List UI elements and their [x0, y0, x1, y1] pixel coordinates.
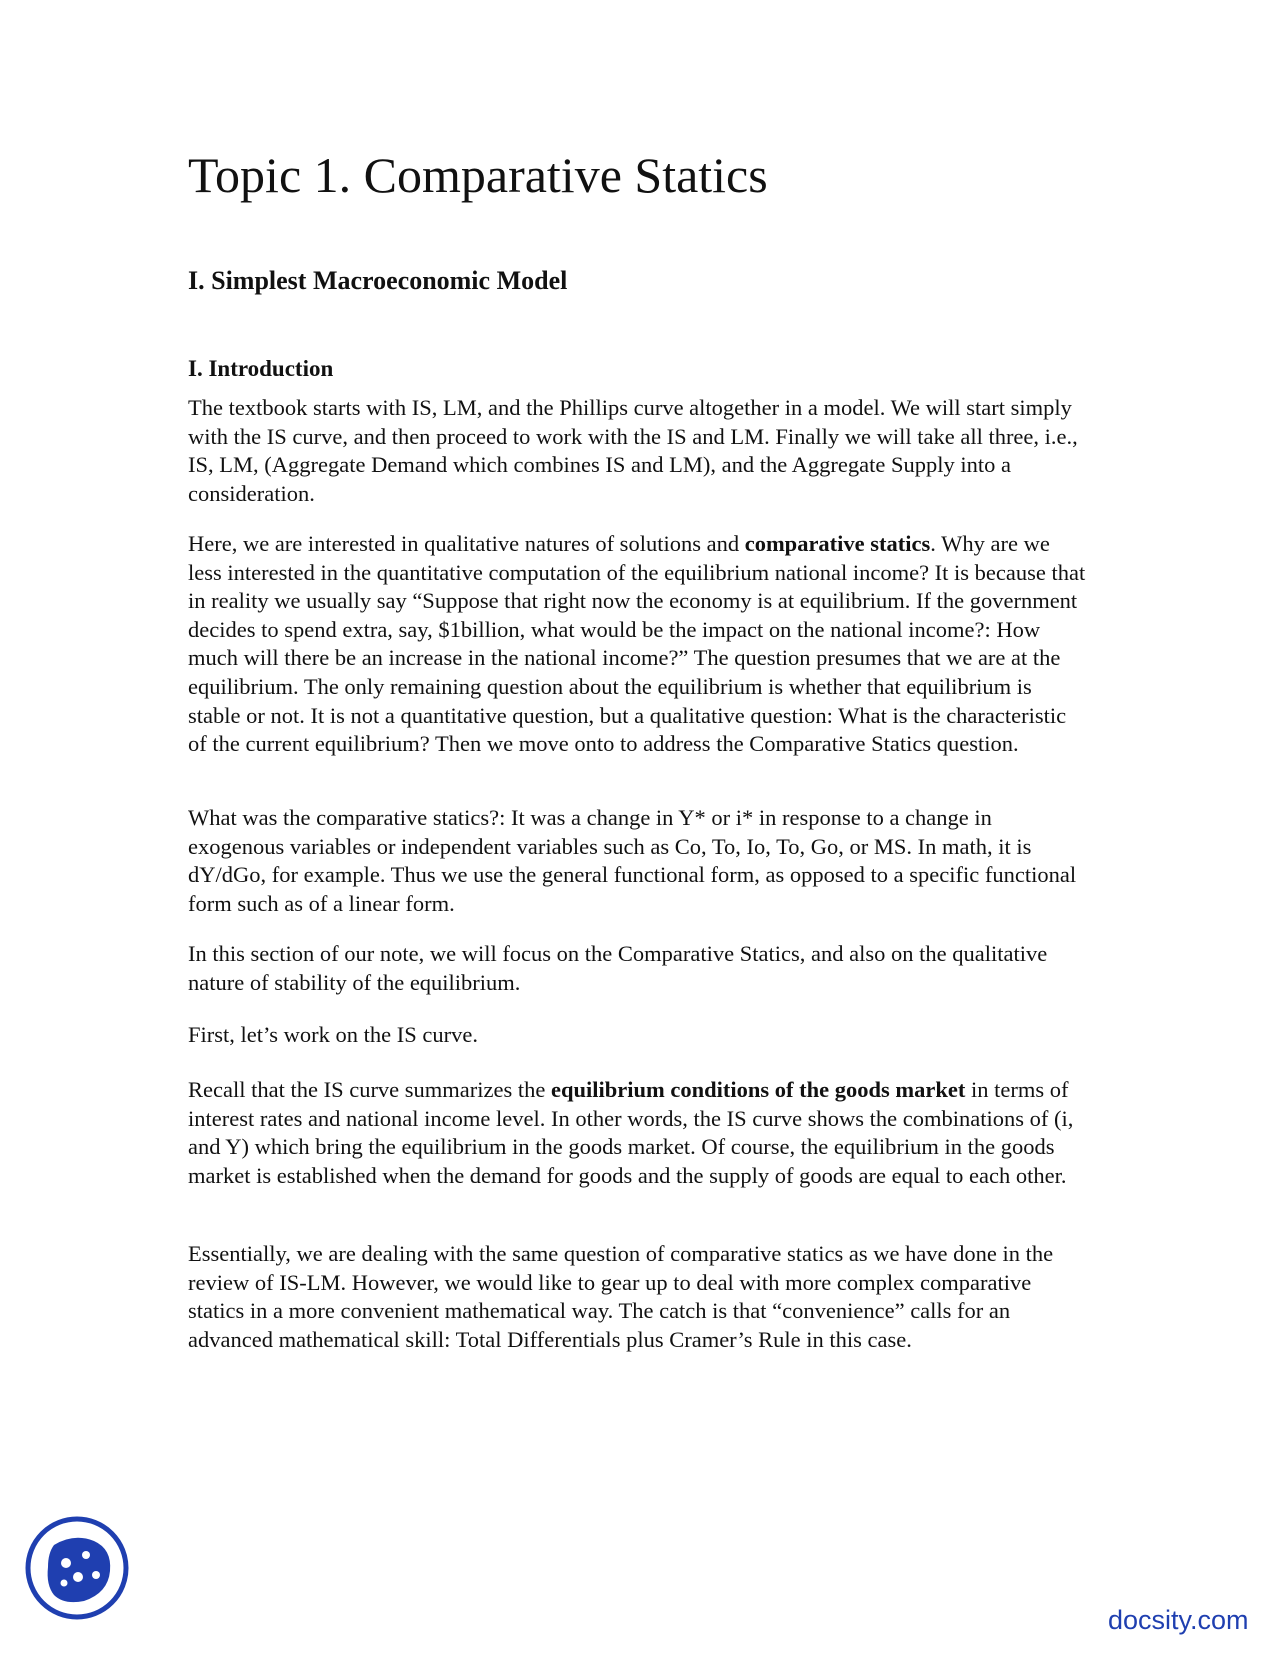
- paragraph-2: [188, 530, 1088, 759]
- docsity-brand-link[interactable]: docsity.com: [1108, 1605, 1249, 1635]
- paragraph-4: In this section of our note, we will focus on the Comparative Statics, and also on the qualitative nature of stability of the equilibrium.: [188, 941, 1048, 995]
- paragraph-6-text-end: in terms of interest rates and national income level. In other words, the IS curve shows the combinations of (i, and Y) which bring the equilibrium in the goods market. Of course, the equilibrium in the goods market is established when the demand for goods and the supply of goods are equal to each other.: [188, 1077, 1074, 1188]
- paragraph-6-text-start: Recall that the IS curve summarizes the: [188, 1077, 551, 1102]
- paragraph-5: First, let’s work on the IS curve.: [188, 1022, 478, 1047]
- paragraph-2-text-start: Here, we are interested in qualitative natures of solutions and: [188, 531, 745, 556]
- paragraph-2-bold-term: comparative statics: [744, 531, 931, 556]
- page-title: Topic 1. Comparative Statics: [188, 147, 768, 203]
- paragraph-3: What was the comparative statics?: It was a change in Y* or i* in response to a change in exogenous variables or independent variables such as Co, To, Io, To, Go, or MS. In math, it is dY/dGo, for example. Thus we use the general functional form, as opposed to a specific functional form such as of a linear form.: [188, 805, 1077, 916]
- sub-heading-introduction: I. Introduction: [188, 356, 334, 381]
- paragraph-6: [188, 1076, 1088, 1190]
- paragraph-1: The textbook starts with IS, LM, and the Phillips curve altogether in a model. We will start simply with the IS curve, and then proceed to work with the IS and LM. Finally we will take all three, i.e., IS, LM, (Aggregate Demand which combines IS and LM), and the Aggregate Supply into a consideration.: [188, 395, 1078, 506]
- paragraph-2-text-end: . Why are we less interested in the quantitative computation of the equilibrium national income? It is because that in reality we usually say “Suppose that right now the economy is at equilibrium. If the government decides to spend extra, say, $1billion, what would be the impact on the national income?: How much will there be an increase in the national income?” The question presumes that we are at the equilibrium. The only remaining question about the equilibrium is whether that equilibrium is stable or not. It is not a quantitative question, but a qualitative question: What is the characteristic of the current equilibrium? Then we move onto to address the Comparative Statics question.: [188, 531, 1086, 757]
- paragraph-7: Essentially, we are dealing with the same question of comparative statics as we have done in the review of IS-LM. However, we would like to gear up to deal with more complex comparative statics in a more convenient mathematical way. The catch is that “convenience” calls for an advanced mathematical skill: Total Differentials plus Cramer’s Rule in this case.: [188, 1241, 1054, 1352]
- section-heading: I. Simplest Macroeconomic Model: [188, 266, 568, 295]
- paragraph-6-bold-term: equilibrium conditions of the goods market: [551, 1077, 966, 1102]
- docsity-logo-icon[interactable]: [24, 1515, 130, 1621]
